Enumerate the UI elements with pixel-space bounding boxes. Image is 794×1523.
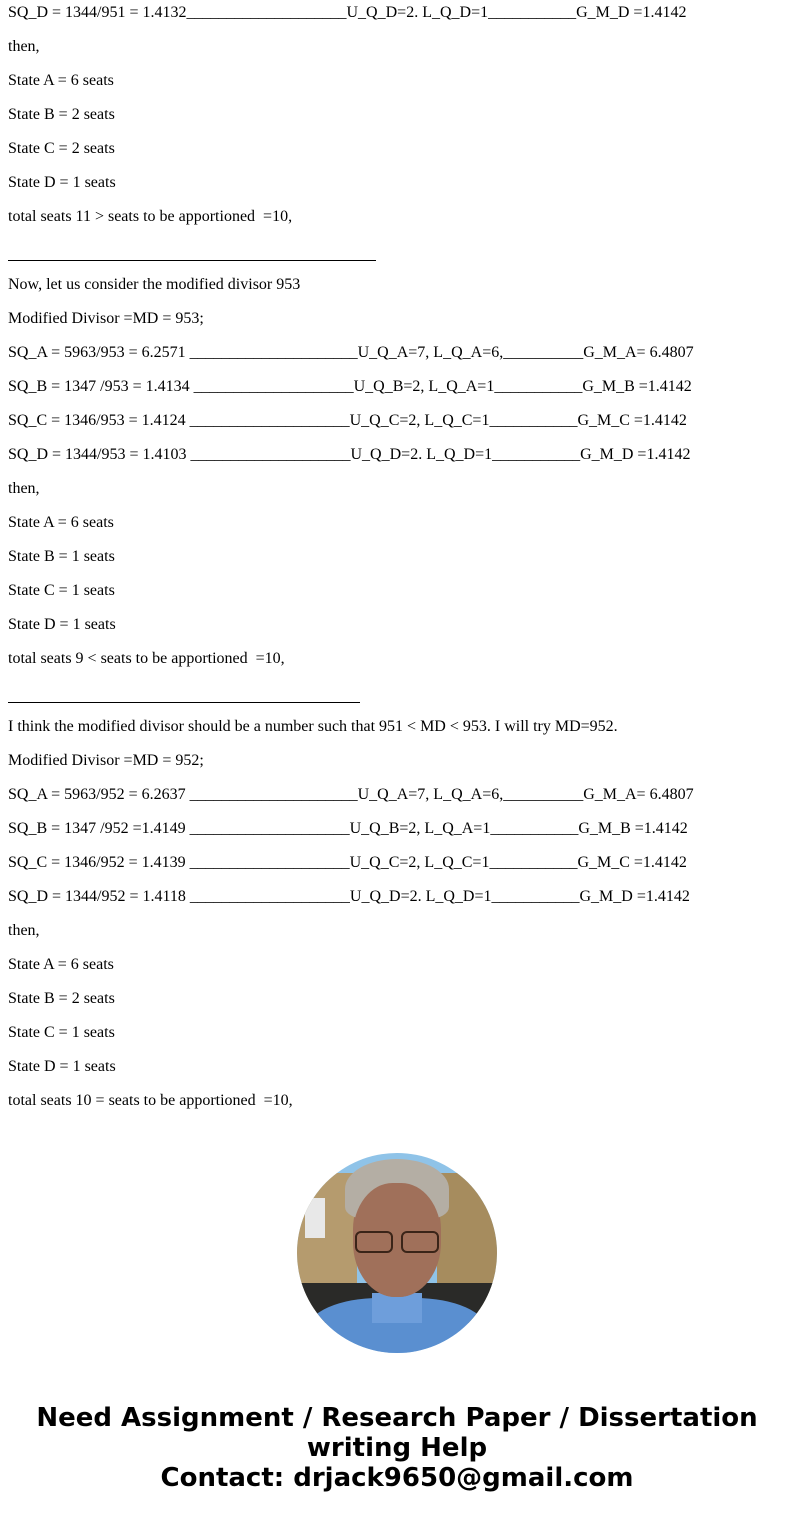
text-line: State A = 6 seats (8, 514, 114, 531)
banner-line-1: Need Assignment / Research Paper / Dissertation (36, 1403, 758, 1433)
text-line: then, (8, 38, 40, 55)
text-line: SQ_C = 1346/953 = 1.4124 ____________________U_Q_C=2, L_Q_C=1___________G_M_C =1.4142 (8, 412, 687, 429)
text-line: SQ_B = 1347 /953 = 1.4134 ____________________U_Q_B=2, L_Q_A=1___________G_M_B =1.4142 (8, 378, 692, 395)
text-line: total seats 10 = seats to be apportioned =10, (8, 1092, 293, 1109)
horizontal-rule (8, 680, 788, 714)
document-body (8, 0, 788, 1122)
text-line: SQ_D = 1344/952 = 1.4118 ____________________U_Q_D=2. L_Q_D=1___________G_M_D =1.4142 (8, 888, 690, 905)
text-line: then, (8, 480, 40, 497)
text-line: SQ_B = 1347 /952 =1.4149 ____________________U_Q_B=2, L_Q_A=1___________G_M_B =1.4142 (8, 820, 688, 837)
text-line: total seats 11 > seats to be apportioned =10, (8, 208, 293, 225)
contact-banner (0, 1403, 794, 1493)
text-line: SQ_A = 5963/953 = 6.2571 _____________________U_Q_A=7, L_Q_A=6,__________G_M_A= 6.4807 (8, 344, 694, 361)
text-line: I think the modified divisor should be a number such that 951 < MD < 953. I will try MD=952. (8, 718, 618, 735)
author-avatar (297, 1153, 497, 1353)
contact-email: Contact: drjack9650@gmail.com (160, 1463, 634, 1493)
text-line: State B = 2 seats (8, 990, 115, 1007)
text-line: Now, let us consider the modified divisor 953 (8, 276, 301, 293)
text-line: SQ_D = 1344/951 = 1.4132____________________U_Q_D=2. L_Q_D=1___________G_M_D =1.4142 (8, 4, 687, 21)
text-line: State A = 6 seats (8, 72, 114, 89)
text-line: State C = 1 seats (8, 1024, 115, 1041)
wall-switch (305, 1198, 325, 1238)
text-line: State C = 2 seats (8, 140, 115, 157)
text-line: SQ_C = 1346/952 = 1.4139 ____________________U_Q_C=2, L_Q_C=1___________G_M_C =1.4142 (8, 854, 687, 871)
text-line: State C = 1 seats (8, 582, 115, 599)
banner-line-2: writing Help (306, 1433, 488, 1463)
text-line: total seats 9 < seats to be apportioned =10, (8, 650, 285, 667)
glasses-icon (355, 1231, 439, 1251)
text-line: SQ_D = 1344/953 = 1.4103 ____________________U_Q_D=2. L_Q_D=1___________G_M_D =1.4142 (8, 446, 691, 463)
text-line: State B = 2 seats (8, 106, 115, 123)
text-line: SQ_A = 5963/952 = 6.2637 _____________________U_Q_A=7, L_Q_A=6,__________G_M_A= 6.4807 (8, 786, 694, 803)
text-line: State A = 6 seats (8, 956, 114, 973)
text-line: State D = 1 seats (8, 174, 116, 191)
horizontal-rule (8, 238, 788, 272)
text-line: State B = 1 seats (8, 548, 115, 565)
text-line: Modified Divisor =MD = 952; (8, 752, 204, 769)
text-line: State D = 1 seats (8, 1058, 116, 1075)
text-line: then, (8, 922, 40, 939)
collar (372, 1293, 422, 1323)
text-line: State D = 1 seats (8, 616, 116, 633)
text-line: Modified Divisor =MD = 953; (8, 310, 204, 327)
